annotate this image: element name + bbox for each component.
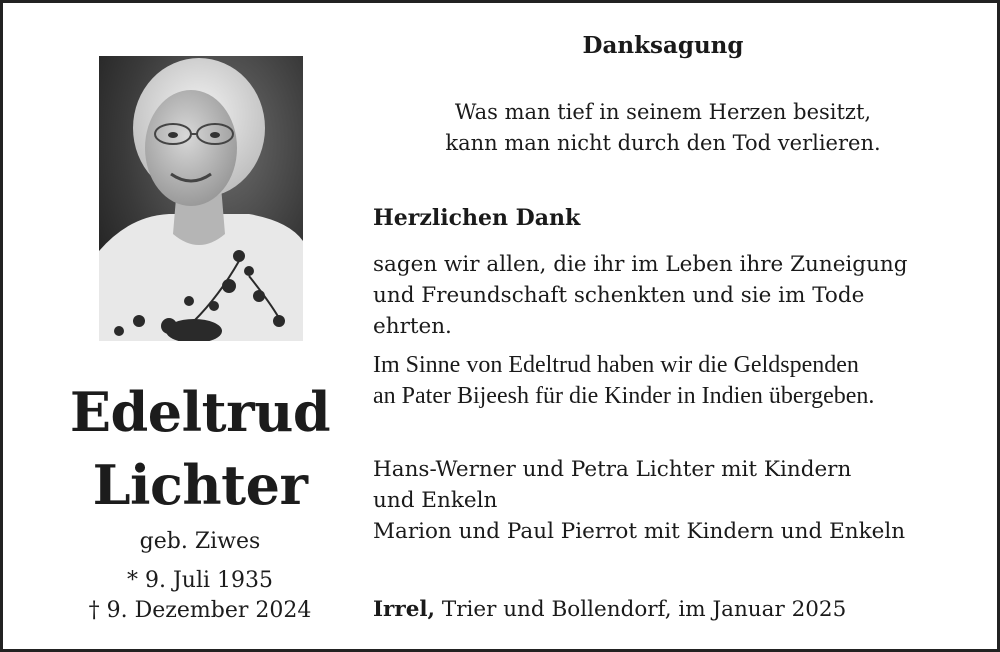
paragraph-line: Im Sinne von Edeltrud haben wir die Geldspenden	[373, 352, 859, 378]
closing-place: Irrel,	[373, 597, 436, 622]
paragraph-line: an Pater Bijeesh für die Kinder in Indien übergeben.	[373, 383, 875, 409]
portrait-photo	[99, 56, 303, 341]
death-date: † 9. Dezember 2024	[88, 598, 312, 623]
paragraph-line: ehrten.	[373, 314, 452, 339]
deceased-first-name: Edeltrud	[69, 380, 331, 444]
quote-line: kann man nicht durch den Tod verlieren.	[445, 131, 881, 155]
family-line: Marion und Paul Pierrot mit Kindern und Enkeln	[373, 519, 906, 544]
thanks-paragraph	[373, 249, 973, 342]
quote-line: Was man tief in seinem Herzen besitzt,	[454, 100, 872, 124]
notice-heading: Danksagung	[582, 32, 744, 59]
closing-date-text: Trier und Bollendorf, im Januar 2025	[435, 597, 847, 622]
closing-line	[373, 594, 846, 625]
paragraph-line: und Freundschaft schenkten und sie im Tode	[373, 283, 865, 308]
birth-name: geb. Ziwes	[139, 529, 261, 554]
family-line: und Enkeln	[373, 488, 498, 513]
birth-date: * 9. Juli 1935	[126, 568, 274, 593]
memorial-quote	[373, 97, 953, 159]
family-line: Hans-Werner und Petra Lichter mit Kindern	[373, 457, 852, 482]
paragraph-line: sagen wir allen, die ihr im Leben ihre Zuneigung	[373, 252, 908, 277]
deceased-last-name: Lichter	[92, 453, 308, 517]
donation-paragraph	[373, 350, 973, 412]
family-signatures	[373, 454, 973, 547]
thanks-title: Herzlichen Dank	[373, 205, 581, 231]
